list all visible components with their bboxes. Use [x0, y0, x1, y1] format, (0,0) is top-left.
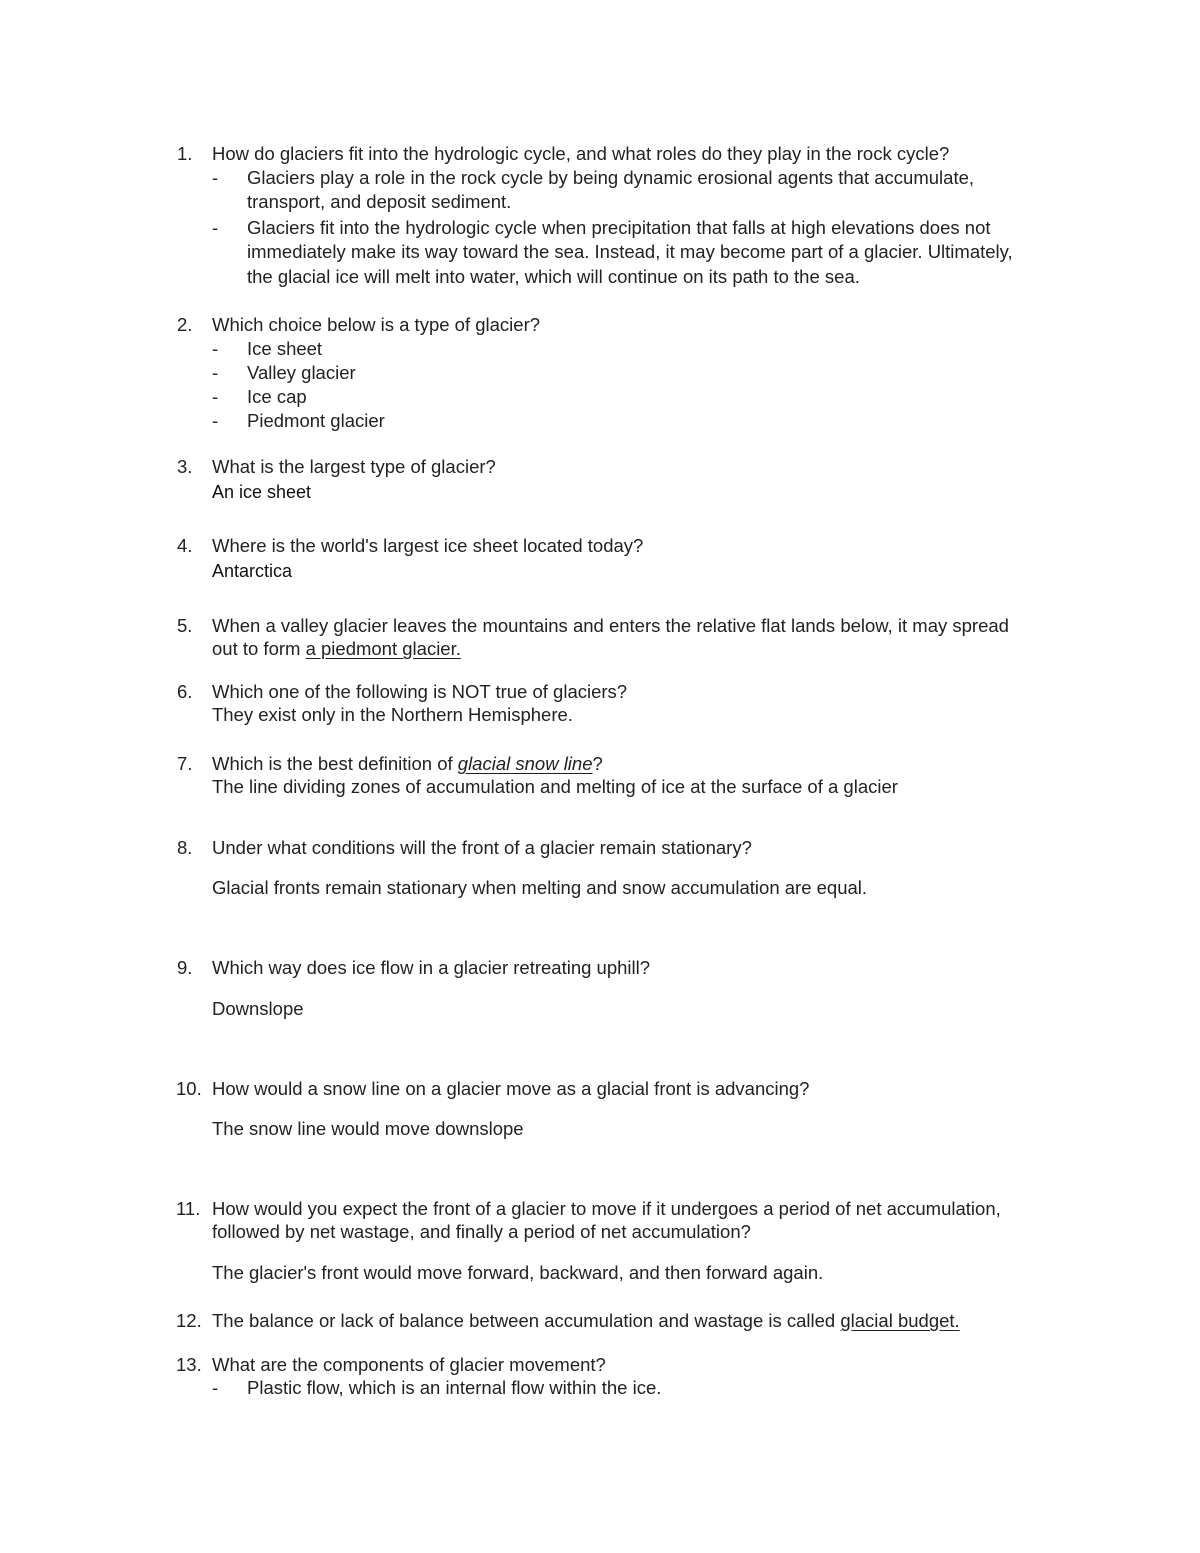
- bullet-text: transport, and deposit sediment.: [247, 191, 512, 212]
- bullet-text: Valley glacier: [247, 362, 356, 383]
- question-number: 8.: [177, 837, 193, 858]
- answer-text: Downslope: [212, 998, 304, 1019]
- bullet-dash: -: [212, 386, 219, 407]
- question-text: How do glaciers fit into the hydrologic cycle, and what roles do they play in the rock cycle?: [212, 143, 950, 164]
- answer-text: Glacial fronts remain stationary when melting and snow accumulation are equal.: [212, 877, 868, 898]
- question-text: Which way does ice flow in a glacier retreating uphill?: [212, 957, 651, 978]
- question-text: What is the largest type of glacier?: [212, 456, 496, 477]
- bullet-dash: -: [212, 167, 219, 188]
- question-number: 11.: [176, 1198, 201, 1219]
- bullet-text: Glaciers fit into the hydrologic cycle when precipitation that falls at high elevations does not: [247, 217, 991, 238]
- question-number: 13.: [176, 1354, 202, 1375]
- question-text: Which choice below is a type of glacier?: [212, 314, 541, 335]
- question-number: 6.: [177, 681, 193, 702]
- question-number: 9.: [177, 957, 193, 978]
- question-text-line2: [212, 637, 461, 661]
- question-number: 3.: [177, 456, 193, 477]
- question-number: 1.: [177, 143, 193, 164]
- question-text-suffix: ?: [592, 753, 603, 774]
- bullet-text: Piedmont glacier: [247, 410, 385, 431]
- bullet-text: Glaciers play a role in the rock cycle by being dynamic erosional agents that accumulate,: [247, 167, 975, 188]
- question-text: When a valley glacier leaves the mountains and enters the relative flat lands below, it may spread: [212, 615, 1009, 636]
- bullet-dash: -: [212, 338, 219, 359]
- question-text: Under what conditions will the front of a glacier remain stationary?: [212, 837, 752, 858]
- answer-text: glacial budget.: [840, 1310, 960, 1331]
- question-number: 5.: [177, 615, 193, 636]
- question-number: 10.: [176, 1078, 202, 1099]
- bullet-text: immediately make its way toward the sea. Instead, it may become part of a glacier. Ultimately,: [247, 241, 1013, 262]
- question-number: 7.: [177, 753, 193, 774]
- question-text-prefix: out to form: [212, 638, 306, 659]
- answer-text: The snow line would move downslope: [212, 1118, 524, 1139]
- question-text-prefix: Which is the best definition of: [212, 753, 458, 774]
- question-text: How would a snow line on a glacier move as a glacial front is advancing?: [212, 1078, 810, 1099]
- question-text: [212, 752, 603, 776]
- bullet-dash: -: [212, 217, 219, 238]
- question-text: Where is the world's largest ice sheet located today?: [212, 535, 644, 556]
- question-number: 4.: [177, 535, 193, 556]
- bullet-text: the glacial ice will melt into water, which will continue on its path to the sea.: [247, 266, 860, 287]
- bullet-dash: -: [212, 1377, 219, 1398]
- bullet-text: Ice cap: [247, 386, 307, 407]
- bullet-dash: -: [212, 410, 219, 431]
- question-text: [212, 1309, 960, 1333]
- question-text: What are the components of glacier movement?: [212, 1354, 606, 1375]
- question-text: Which one of the following is NOT true of glaciers?: [212, 681, 628, 702]
- answer-text: The glacier's front would move forward, backward, and then forward again.: [212, 1262, 824, 1283]
- question-text: How would you expect the front of a glacier to move if it undergoes a period of net accumulation,: [212, 1198, 1001, 1219]
- answer-text: An ice sheet: [212, 482, 312, 502]
- question-number: 12.: [176, 1310, 202, 1331]
- answer-text: The line dividing zones of accumulation and melting of ice at the surface of a glacier: [212, 776, 898, 797]
- bullet-text: Ice sheet: [247, 338, 323, 359]
- answer-text: a piedmont glacier.: [305, 638, 461, 659]
- question-text-line2: followed by net wastage, and finally a period of net accumulation?: [212, 1221, 751, 1242]
- bullet-text: Plastic flow, which is an internal flow within the ice.: [247, 1377, 662, 1398]
- bullet-dash: -: [212, 362, 219, 383]
- question-number: 2.: [177, 314, 193, 335]
- term-italic: glacial snow line: [457, 753, 593, 774]
- answer-text: Antarctica: [212, 561, 293, 581]
- answer-text: They exist only in the Northern Hemisphere.: [212, 704, 573, 725]
- question-text-prefix: The balance or lack of balance between accumulation and wastage is called: [212, 1310, 841, 1331]
